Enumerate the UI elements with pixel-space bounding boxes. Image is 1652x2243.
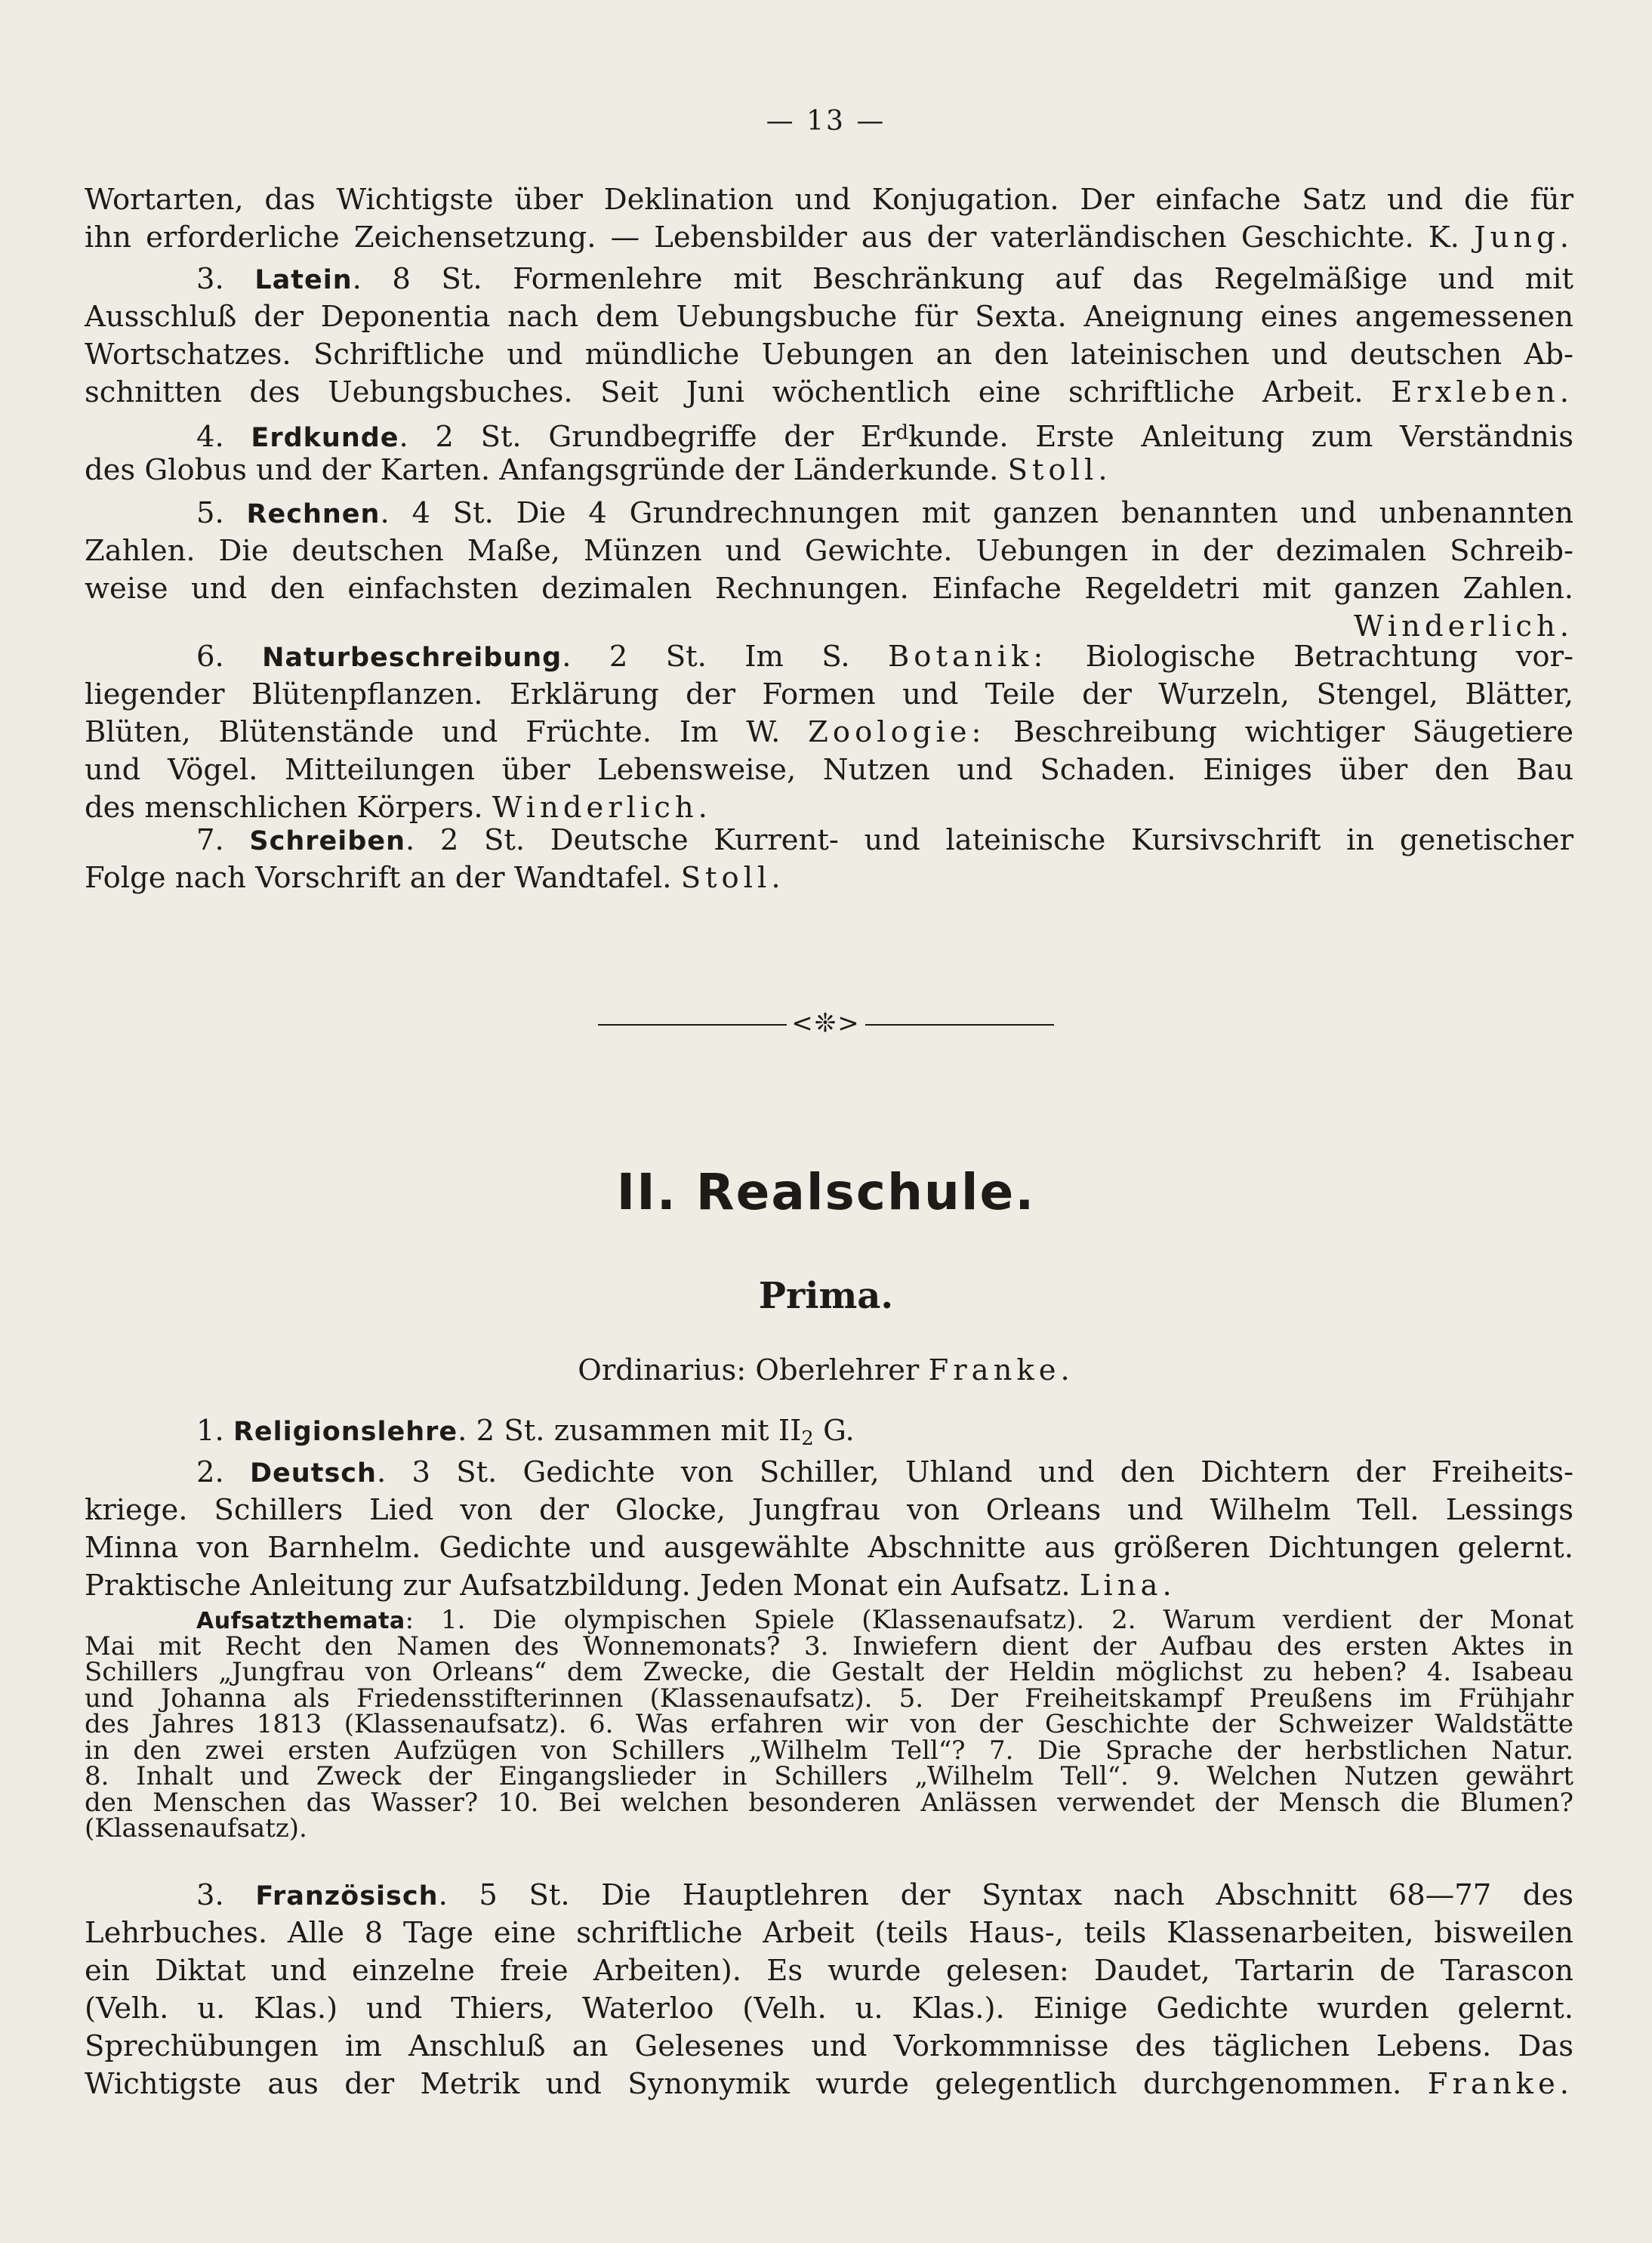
text-span: Wichtigste aus der Metrik und Synonymik wurde gelegentlich durchgenommen.	[85, 2067, 1428, 2101]
text-line: den Menschen das Wasser? 10. Bei welchen besonderen Anlässen verwendet der Mensch die Blumen?	[85, 1787, 1573, 1818]
text-line: Wortarten, das Wichtigste über Deklination und Konjugation. Der einfache Satz und die für	[85, 183, 1573, 217]
text-span: . 8 St. Formenlehre mit Beschränkung auf das Regelmäßige und mit	[352, 262, 1573, 296]
text-span: Biologische Betrachtung vor-	[1047, 640, 1573, 674]
divider-rule	[865, 1024, 1054, 1026]
teacher-name: Franke.	[1427, 2067, 1573, 2101]
page-number: — 13 —	[766, 106, 886, 137]
text-line	[85, 1567, 1573, 1605]
text-line	[85, 859, 1573, 897]
text-line: Wortschatzes. Schriftliche und mündliche Uebungen an den lateinischen und deutschen Ab-	[85, 338, 1573, 372]
topics-heading: Aufsatzthemata	[196, 1608, 405, 1634]
text-line	[85, 1877, 1573, 1914]
text-line: kriege. Schillers Lied von der Glocke, Jungfrau von Orleans und Wilhelm Tell. Lessings	[85, 1493, 1573, 1527]
section-religionslehre	[85, 1412, 1573, 1450]
ordinarius-line	[0, 1352, 1652, 1390]
section-title: II. Realschule.	[616, 1163, 1036, 1221]
section-latein	[85, 261, 1573, 412]
item-number: 3.	[196, 262, 255, 296]
text-line: des Jahres 1813 (Klassenaufsatz). 6. Was erfahren wir von der Geschichte der Schweizer Waldstätte	[85, 1709, 1573, 1739]
text-line	[85, 1454, 1573, 1492]
text-line: (Klassenaufsatz).	[85, 1813, 307, 1843]
text-span: : 1. Die olympischen Spiele (Klassenaufsatz). 2. Warum verdient der Monat	[405, 1605, 1573, 1635]
teacher-name: Franke.	[928, 1353, 1074, 1387]
text-line	[85, 374, 1573, 412]
text-line	[85, 452, 1573, 489]
text-line: in den zwei ersten Aufzügen von Schillers „Wilhelm Tell“? 7. Die Sprache der herbstlichen Natur.	[85, 1735, 1573, 1766]
text-line	[85, 2066, 1573, 2103]
text-span: Praktische Anleitung zur Aufsatzbildung. Jeden Monat ein Aufsatz.	[85, 1569, 1080, 1603]
superscript-letter: d	[895, 421, 908, 444]
text-span: . 4 St. Die 4 Grundrechnungen mit ganzen benannten und unbenannten	[380, 496, 1573, 530]
text-span: Folge nach Vorschrift an der Wandtafel.	[85, 861, 681, 895]
text-line	[85, 638, 1573, 676]
spaced-term: Zoologie:	[808, 715, 986, 749]
essay-topics	[85, 1607, 1573, 1842]
text-span: des menschlichen Körpers.	[85, 791, 492, 825]
text-span: des Globus und der Karten. Anfangsgründe der Länderkunde.	[85, 453, 1008, 487]
divider-rule	[598, 1024, 787, 1026]
item-number: 4.	[196, 420, 251, 454]
section-erdkunde	[85, 414, 1573, 489]
text-span: . 2 St. zusammen mit II	[458, 1414, 802, 1448]
section-deutsch	[85, 1454, 1573, 1605]
text-line	[85, 495, 1573, 532]
teacher-name: Erxleben.	[1391, 375, 1573, 409]
text-line: Sprechübungen im Anschluß an Gelesenes und Vorkommnisse des täglichen Lebens. Das	[85, 2029, 1573, 2063]
section-divider	[0, 1008, 1652, 1038]
class-title: Prima.	[758, 1275, 894, 1317]
subject-heading: Naturbeschreibung	[262, 643, 562, 673]
spaced-term: Botanik:	[888, 640, 1048, 674]
subject-heading: Erdkunde	[251, 423, 399, 453]
text-line: Lehrbuches. Alle 8 Tage eine schriftliche Arbeit (teils Haus-, teils Klassenarbeiten, bisweilen	[85, 1916, 1573, 1950]
text-span: . 3 St. Gedichte von Schiller, Uhland und den Dichtern der Freiheits-	[376, 1455, 1573, 1489]
item-number: 1.	[196, 1414, 233, 1448]
text-span: . 2 St. Deutsche Kurrent- und lateinische Kursivschrift in genetischer	[405, 823, 1573, 857]
section-naturbeschreibung	[85, 638, 1573, 827]
item-number: 7.	[196, 823, 250, 857]
section-franzoesisch	[85, 1877, 1573, 2103]
text-line: Schillers „Jungfrau von Orleans“ dem Zwecke, die Gestalt der Heldin möglichst zu heben? 4. Isabeau	[85, 1657, 1573, 1687]
teacher-name: Winderlich.	[492, 791, 712, 825]
text-span: Blüten, Blütenstände und Früchte. Im W.	[85, 715, 809, 749]
teacher-name: Stoll.	[680, 861, 785, 895]
item-number: 2.	[196, 1455, 250, 1489]
subject-heading: Latein	[254, 265, 353, 295]
text-line: weise und den einfachsten dezimalen Rechnungen. Einfache Regeldetri mit ganzen Zahlen.	[85, 572, 1573, 606]
text-line: und Johanna als Friedensstifterinnen (Klassenaufsatz). 5. Der Freiheitskampf Preußens im Frühjahr	[85, 1683, 1573, 1714]
text-line: und Vögel. Mitteilungen über Lebensweise, Nutzen und Schaden. Einiges über den Bau	[85, 753, 1573, 787]
text-span: schnitten des Uebungsbuches. Seit Juni wöchentlich eine schriftliche Arbeit.	[85, 375, 1392, 409]
text-line: 8. Inhalt und Zweck der Eingangslieder in Schillers „Wilhelm Tell“. 9. Welchen Nutzen gewährt	[85, 1761, 1573, 1791]
section-rechnen	[85, 495, 1573, 646]
text-line: (Velh. u. Klas.) und Thiers, Waterloo (Velh. u. Klas.). Einige Gedichte wurden gelernt.	[85, 1992, 1573, 2025]
text-line: liegender Blütenpflanzen. Erklärung der Formen und Teile der Wurzeln, Stengel, Blätter,	[85, 677, 1573, 711]
teacher-name: Lina.	[1079, 1569, 1176, 1603]
teacher-name: Stoll.	[1007, 453, 1112, 487]
text-line	[85, 219, 1573, 257]
text-span: Beschreibung wichtiger Säugetiere	[985, 715, 1573, 749]
subject-heading: Religionslehre	[233, 1417, 458, 1447]
text-line: Mai mit Recht den Namen des Wonnemonats? 3. Inwiefern dient der Aufbau des ersten Aktes in	[85, 1631, 1573, 1661]
intro-paragraph	[85, 181, 1573, 257]
text-line: Ausschluß der Deponentia nach dem Uebungsbuche für Sexta. Aneignung eines angemessenen	[85, 300, 1573, 334]
subject-heading: Rechnen	[246, 499, 381, 529]
text-line: ein Diktat und einzelne freie Arbeiten). Es wurde gelesen: Daudet, Tartarin de Tarascon	[85, 1954, 1573, 1988]
section-schreiben	[85, 822, 1573, 897]
text-line	[85, 822, 1573, 859]
text-line	[85, 1412, 1573, 1450]
text-span: . 2 St. Grundbegriffe der Er	[399, 420, 896, 454]
text-span: . 5 St. Die Hauptlehren der Syntax nach Abschnitt 68—77 des	[438, 1878, 1573, 1912]
text-span: G.	[813, 1414, 855, 1448]
ornament-glyph: <❊>	[791, 1008, 861, 1038]
text-line	[85, 261, 1573, 298]
teacher-name: Jung.	[1474, 221, 1573, 255]
item-number: 6.	[196, 640, 263, 674]
subscript: 2	[801, 1427, 814, 1450]
teacher-name: Winderlich.	[1353, 609, 1573, 643]
text-line: Zahlen. Die deutschen Maße, Münzen und Gewichte. Uebungen in der dezimalen Schreib-	[85, 534, 1573, 568]
subject-heading: Französisch	[255, 1881, 439, 1911]
text-span: Ordinarius: Oberlehrer	[578, 1353, 929, 1387]
text-line	[85, 1607, 1573, 1634]
text-line	[85, 414, 1573, 452]
text-span: ihn erforderliche Zeichensetzung. — Lebensbilder aus der vaterländischen Geschichte. K.	[85, 221, 1475, 255]
subject-heading: Deutsch	[250, 1458, 377, 1489]
text-line	[85, 714, 1573, 751]
text-span: kunde. Erste Anleitung zum Verständnis	[908, 420, 1573, 454]
text-line: Minna von Barnhelm. Gedichte und ausgewählte Abschnitte aus größeren Dichtungen gelernt.	[85, 1531, 1573, 1565]
item-number: 3.	[196, 1878, 256, 1912]
subject-heading: Schreiben	[249, 826, 405, 856]
text-span: . 2 St. Im S.	[562, 640, 888, 674]
item-number: 5.	[196, 496, 247, 530]
